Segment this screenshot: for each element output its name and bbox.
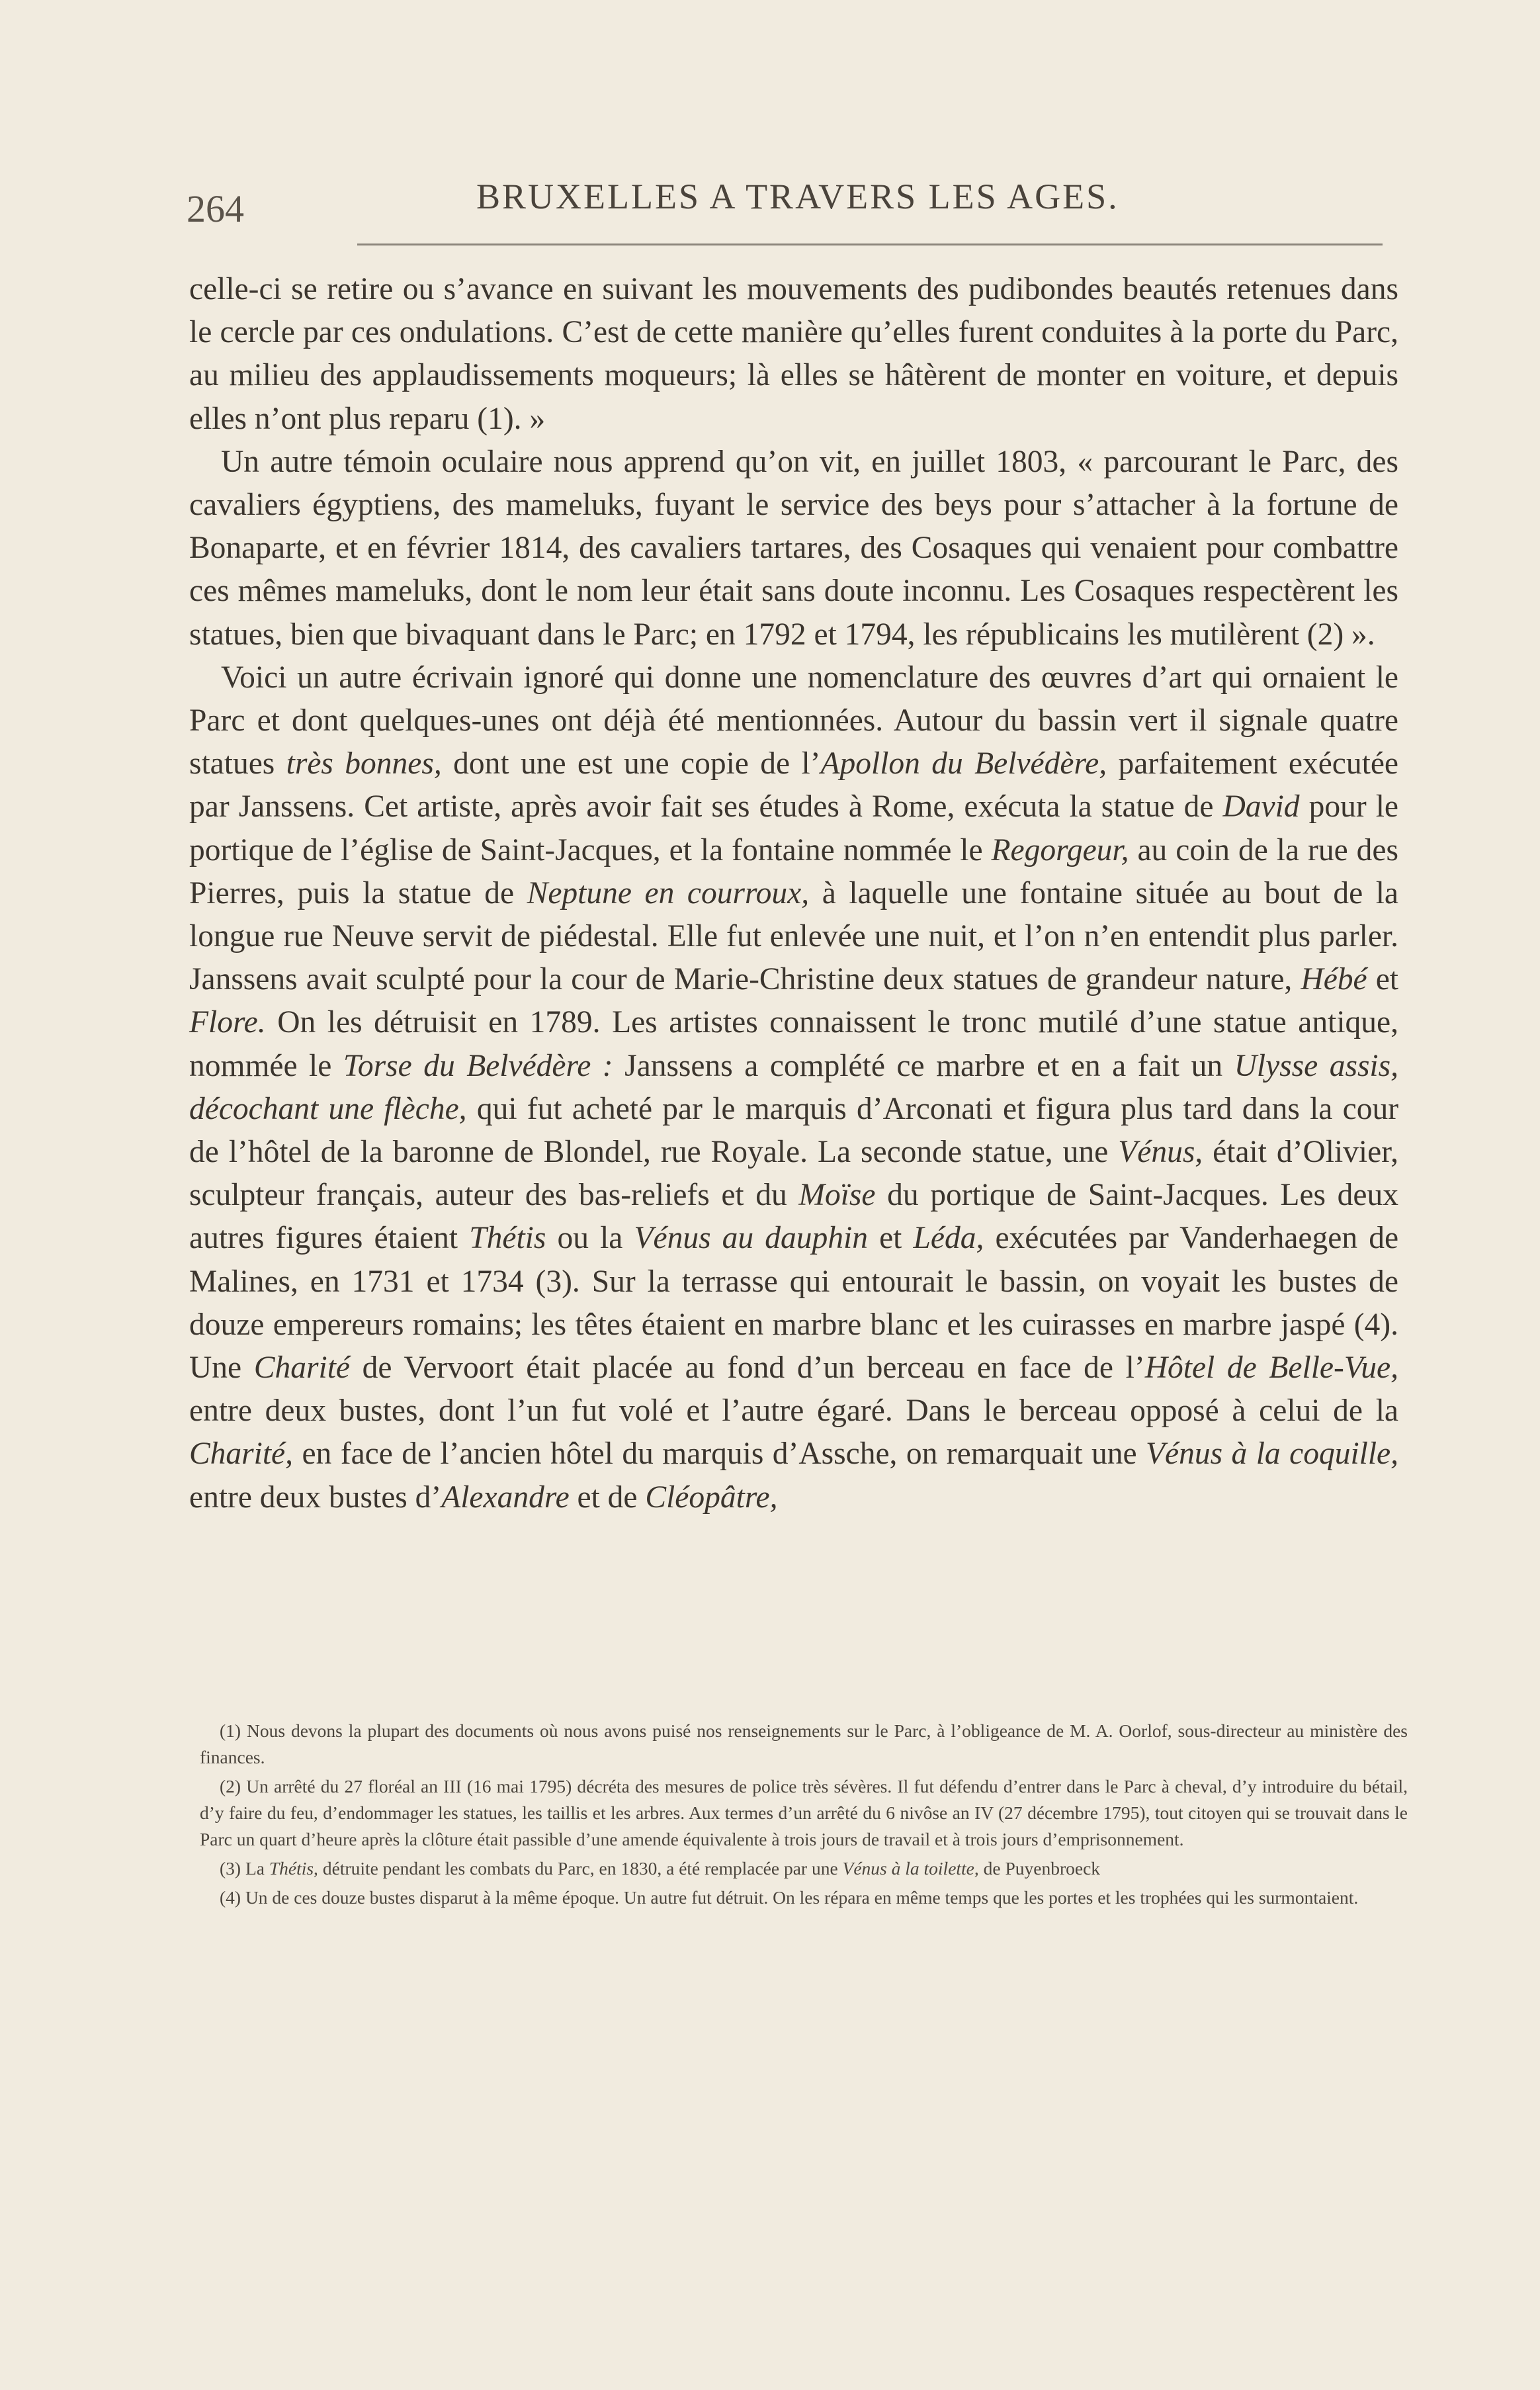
paragraph-3: [189, 656, 1398, 1519]
text: entre deux bustes, dont l’un fut volé et l’autre égaré. Dans le berceau opposé à celui de la: [189, 1394, 1398, 1429]
italic-phrase: David: [1222, 789, 1300, 824]
body-text: [189, 268, 1398, 1519]
italic-phrase: Torse du Belvédère :: [343, 1048, 613, 1083]
text: exécutées par Vanderhaegen de Malines, en 1731 et 1734 (3). Sur la terrasse qui entourait le bassin, on voyait les bustes de douze empereurs romains; les têtes étaient en marbre blanc et les cuirasses en marbre jaspé (4). Une: [189, 1221, 1399, 1386]
italic-phrase: Flore.: [189, 1005, 266, 1040]
text: à laquelle une fontaine située au bout de la longue rue Neuve servit de piédestal. Elle fut enlevée une nuit, et l’on n’en entendit plus parler. Janssens avait sculpté pour la cour de Marie-Christine deux statues de grandeur nature,: [189, 875, 1398, 997]
italic-phrase: Cléopâtre,: [645, 1480, 778, 1515]
italic-phrase: Hébé: [1301, 962, 1367, 997]
footnote-3: [200, 1855, 1408, 1882]
text: et: [1367, 962, 1398, 997]
italic-phrase: Charité: [253, 1350, 350, 1386]
text: entre deux bustes d’: [189, 1480, 442, 1515]
italic-phrase: Hôtel de Belle-Vue,: [1144, 1350, 1399, 1386]
running-title: BRUXELLES A TRAVERS LES AGES.: [476, 177, 1119, 216]
italic-phrase: Vénus,: [1118, 1135, 1203, 1170]
text: et: [867, 1221, 914, 1256]
italic-phrase: Neptune en courroux,: [527, 875, 810, 910]
paragraph-1: celle-ci se retire ou s’avance en suivant les mouvements des pudibondes beautés retenues dans le cercle par ces ondulations. C’est de cette manière qu’elles furent conduites à la porte du Parc, au milieu des applaudissements moqueurs; là elles se hâtèrent de monter en voiture, et depuis elles n’ont plus reparu (1). »: [189, 272, 1398, 436]
text: en face de l’ancien hôtel du marquis d’Assche, on remarquait une: [293, 1437, 1146, 1472]
italic-phrase: très bonnes,: [286, 746, 442, 781]
text: du portique de Saint-Jacques. Les deux autres figures étaient: [189, 1178, 1398, 1256]
text: détruite pendant les combats du Parc, en 1830, a été remplacée par une: [318, 1858, 843, 1879]
text: de Puyenbroeck: [978, 1858, 1101, 1879]
text: au coin de la rue des Pierres, puis la statue de: [189, 832, 1398, 910]
text: pour le portique de l’église de Saint-Jacques, et la fontaine nommée le: [189, 789, 1398, 867]
italic-phrase: Ulysse assis, décochant une flèche,: [189, 1048, 1398, 1126]
header-rule: [357, 243, 1383, 245]
italic-phrase: Charité,: [189, 1437, 294, 1472]
text: de Vervoort était placée au fond d’un berceau en face de l’: [349, 1350, 1145, 1386]
text: (3) La: [220, 1858, 269, 1879]
italic-phrase: Vénus au dauphin: [634, 1221, 868, 1256]
italic-phrase: Vénus à la toilette,: [842, 1858, 979, 1879]
italic-phrase: Regorgeur,: [991, 832, 1129, 867]
text: Voici un autre écrivain ignoré qui donne une nomenclature des œuvres d’art qui ornaient le Parc et dont quelques-unes ont déjà été mentionnées. Autour du bassin vert il signale quatre statues: [189, 660, 1398, 781]
italic-phrase: Moïse: [798, 1178, 876, 1213]
italic-phrase: Apollon du Belvédère,: [820, 746, 1107, 781]
page-number: 264: [187, 187, 244, 230]
footnote-1: (1) Nous devons la plupart des documents où nous avons puisé nos renseignements sur le Parc, à l’obligeance de M. A. Oorlof, sous-directeur au ministère des finances.: [200, 1720, 1408, 1767]
text: Janssens a complété ce marbre et en a fait un: [613, 1048, 1234, 1083]
text: était d’Olivier, sculpteur français, auteur des bas-reliefs et du: [189, 1135, 1398, 1213]
italic-phrase: Thétis: [469, 1221, 546, 1256]
text: et de: [569, 1480, 646, 1515]
footnote-4: (4) Un de ces douze bustes disparut à la même époque. Un autre fut détruit. On les répara en même temps que les portes et les trophées qui les surmontaient.: [220, 1887, 1359, 1908]
text: parfaitement exécutée par Janssens. Cet artiste, après avoir fait ses études à Rome, exécuta la statue de: [189, 746, 1398, 824]
footnotes: [200, 1718, 1408, 1914]
italic-phrase: Vénus à la coquille,: [1146, 1437, 1398, 1472]
text: ou la: [546, 1221, 634, 1256]
italic-phrase: Thétis,: [269, 1858, 318, 1879]
paragraph-2: Un autre témoin oculaire nous apprend qu’on vit, en juillet 1803, « parcourant le Parc, des cavaliers égyptiens, des mameluks, fuyant le service des beys pour s’attacher à la fortune de Bonaparte, et en février 1814, des cavaliers tartares, des Cosaques qui venaient pour combattre ces mêmes mameluks, dont le nom leur était sans doute inconnu. Les Cosaques respectèrent les statues, bien que bivaquant dans le Parc; en 1792 et 1794, les républicains les mutilèrent (2) ».: [189, 444, 1398, 652]
footnote-2: (2) Un arrêté du 27 floréal an III (16 mai 1795) décréta des mesures de police très sévères. Il fut défendu d’entrer dans le Parc à cheval, d’y introduire du bétail, d’y faire du feu, d’endommager les statues, les taillis et les arbres. Aux termes d’un arrêté du 6 nivôse an IV (27 décembre 1795), tout citoyen qui se trouvait dans le Parc un quart d’heure après la clôture était passible d’une amende équivalente à trois jours de travail et à trois jours d’emprisonnement.: [200, 1776, 1408, 1849]
text: dont une est une copie de l’: [441, 746, 821, 781]
italic-phrase: Léda,: [913, 1221, 984, 1256]
italic-phrase: Alexandre: [441, 1480, 570, 1515]
text: qui fut acheté par le marquis d’Arconati et figura plus tard dans la cour de l’hôtel de la baronne de Blondel, rue Royale. La seconde statue, une: [189, 1091, 1399, 1170]
text: On les détruisit en 1789. Les artistes connaissent le tronc mutilé d’une statue antique, nommée le: [189, 1005, 1398, 1083]
